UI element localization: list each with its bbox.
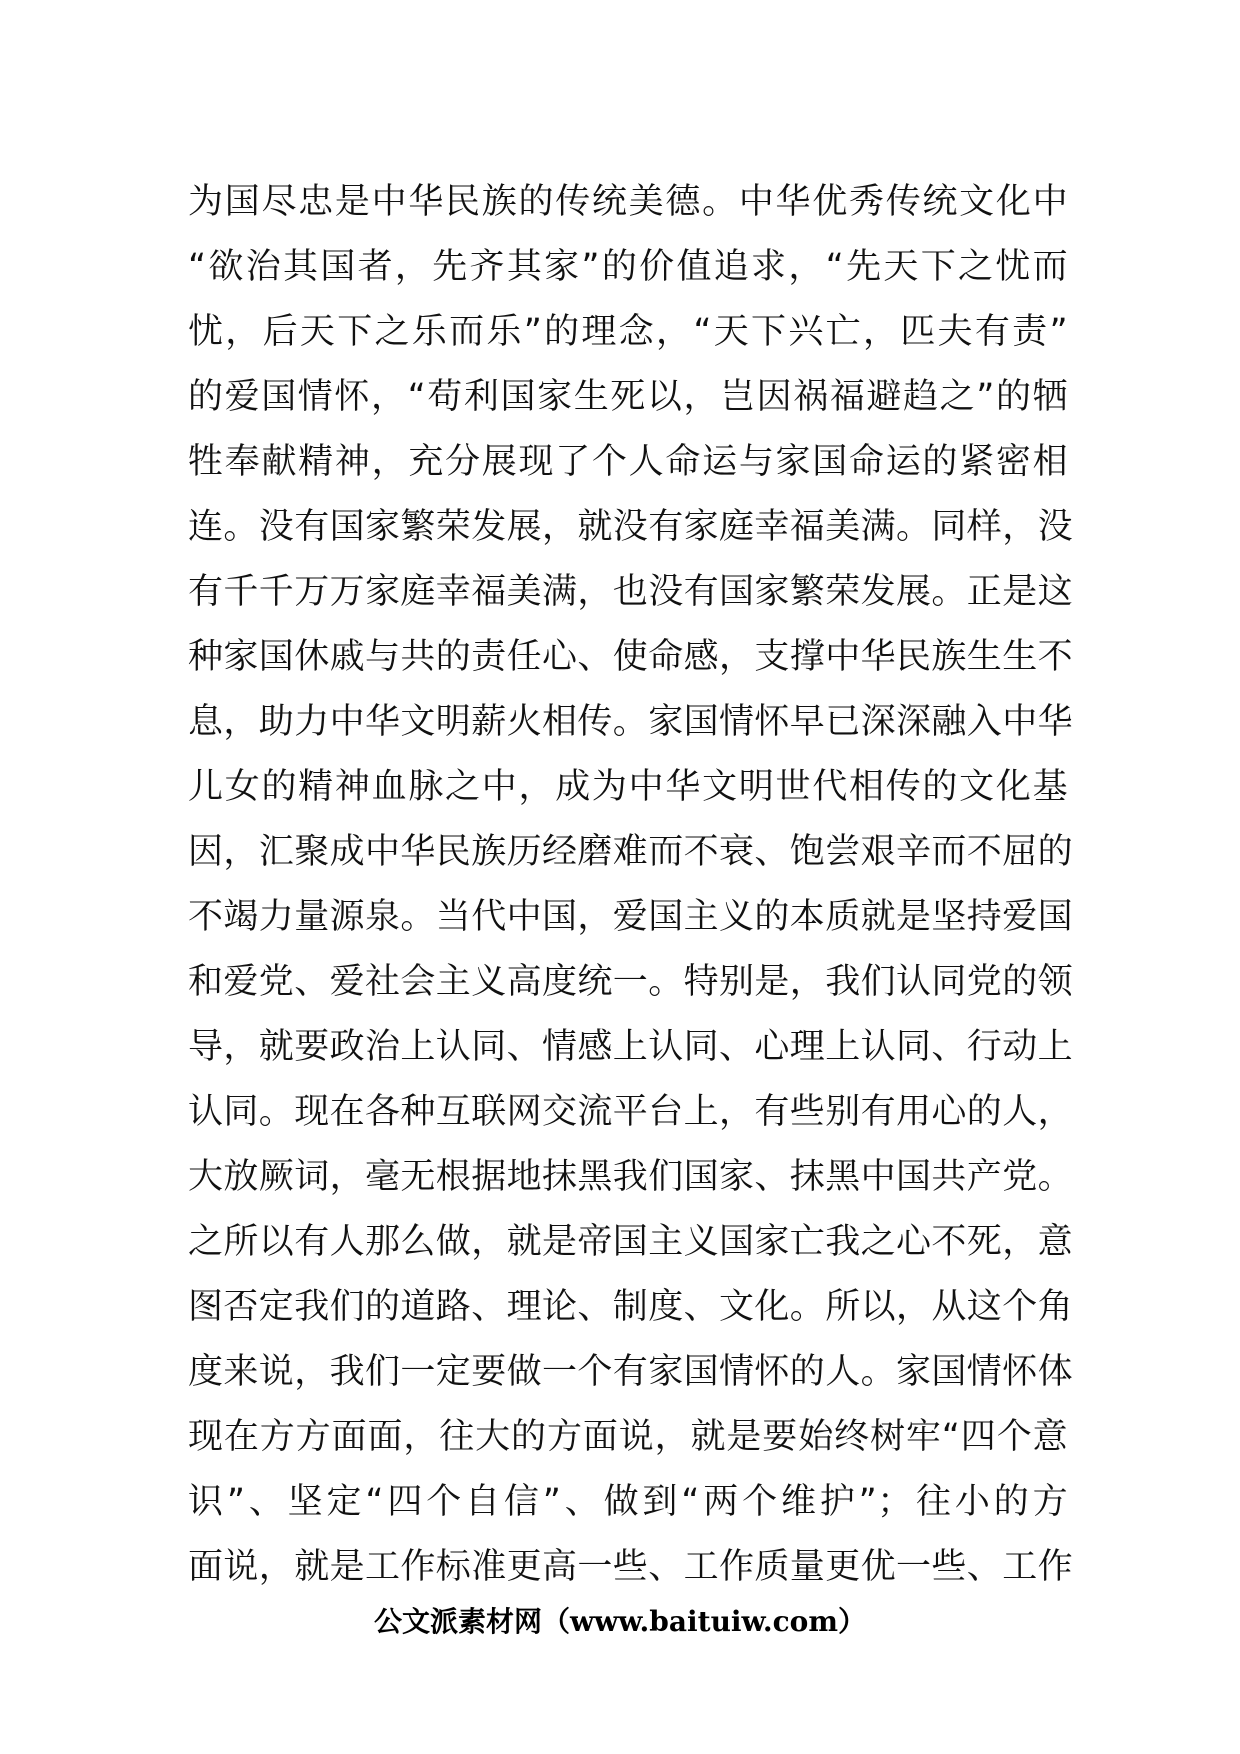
- text-line: 识”、坚定“四个自信”、做到“两个维护”；往小的方: [188, 1482, 1068, 1522]
- text-line: 之所以有人那么做，就是帝国主义国家亡我之心不死，意: [188, 1222, 1074, 1262]
- text-line: 度来说，我们一定要做一个有家国情怀的人。家国情怀体: [188, 1352, 1074, 1392]
- text-line: 为国尽忠是中华民族的传统美德。中华优秀传统文化中: [188, 182, 1068, 222]
- text-line: “欲治其国者，先齐其家”的价值追求，“先天下之忧而: [188, 247, 1068, 287]
- text-line: 大放厥词，毫无根据地抹黑我们国家、抹黑中国共产党。: [188, 1157, 1074, 1197]
- text-line: 种家国休戚与共的责任心、使命感，支撑中华民族生生不: [188, 637, 1074, 677]
- footer-watermark-text: 公文派素材网（www.baituiw.com）: [374, 1605, 866, 1638]
- text-line: 息，助力中华文明薪火相传。家国情怀早已深深融入中华: [188, 702, 1074, 742]
- text-line: 导，就要政治上认同、情感上认同、心理上认同、行动上: [188, 1027, 1074, 1067]
- text-line: 因，汇聚成中华民族历经磨难而不衰、饱尝艰辛而不屈的: [188, 832, 1074, 872]
- text-line: 和爱党、爱社会主义高度统一。特别是，我们认同党的领: [188, 962, 1074, 1002]
- text-line: 有千千万万家庭幸福美满，也没有国家繁荣发展。正是这: [188, 572, 1074, 612]
- text-line: 连。没有国家繁荣发展，就没有家庭幸福美满。同样，没: [188, 507, 1074, 547]
- text-line: 儿女的精神血脉之中，成为中华文明世代相传的文化基: [188, 767, 1068, 807]
- text-line: 的爱国情怀，“苟利国家生死以，岂因祸福避趋之”的牺: [188, 377, 1068, 417]
- text-line: 现在方方面面，往大的方面说，就是要始终树牢“四个意: [188, 1417, 1068, 1457]
- text-line: 面说，就是工作标准更高一些、工作质量更优一些、工作: [188, 1547, 1074, 1587]
- text-line: 认同。现在各种互联网交流平台上，有些别有用心的人，: [188, 1092, 1074, 1132]
- text-line: 图否定我们的道路、理论、制度、文化。所以，从这个角: [188, 1287, 1074, 1327]
- text-line: 牲奉献精神，充分展现了个人命运与家国命运的紧密相: [188, 442, 1068, 482]
- text-line: 忧，后天下之乐而乐”的理念，“天下兴亡，匹夫有责”: [188, 312, 1068, 352]
- body-text: [188, 170, 1074, 1600]
- text-line: 不竭力量源泉。当代中国，爱国主义的本质就是坚持爱国: [188, 897, 1074, 937]
